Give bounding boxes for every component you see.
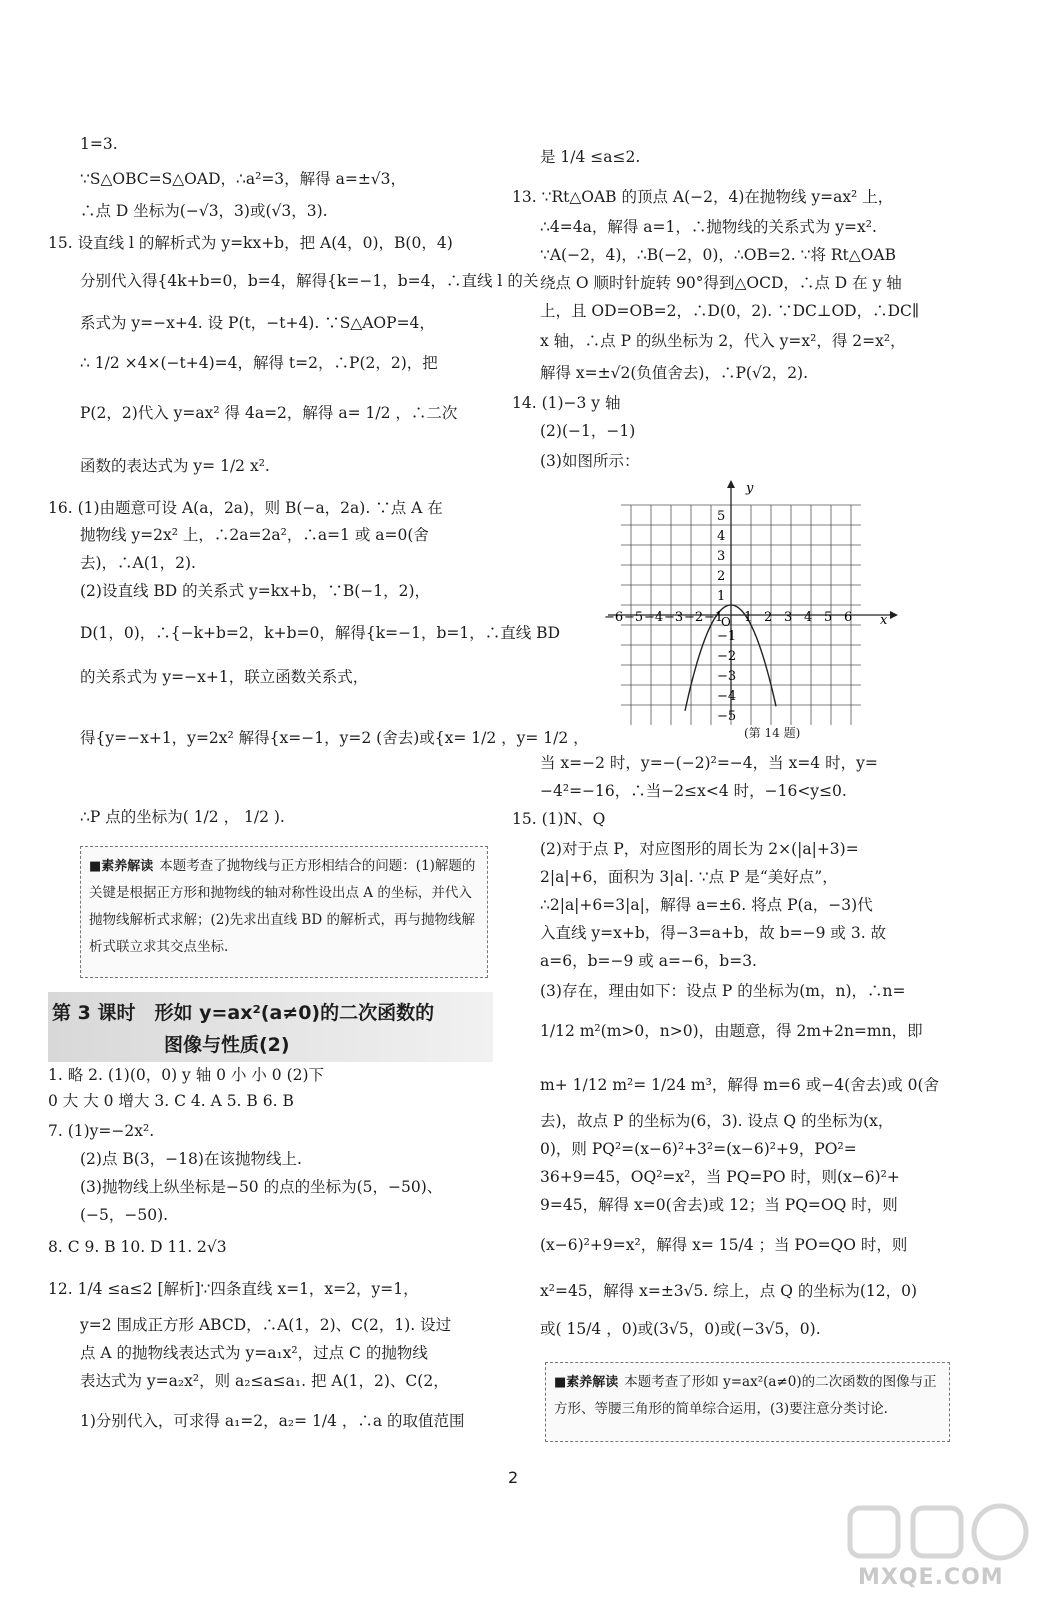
text-line: ∵A(−2，4)，∴B(−2，0)，∴OB=2. ∵将 Rt△OAB xyxy=(540,246,896,264)
text-line: (−5，−50). xyxy=(80,1206,169,1224)
text-line: ∴2|a|+6=3|a|，解得 a=±6. 将点 P(a，−3)代 xyxy=(540,896,873,914)
text-line: 1)分别代入，可求得 a₁=2，a₂= 1/4 ，∴a 的取值范围 xyxy=(80,1412,465,1430)
x-tick-label: −5 xyxy=(624,610,644,625)
box-tag: ■素养解读 xyxy=(89,859,154,874)
text-line: 去)，故点 P 的坐标为(6，3). 设点 Q 的坐标为(x， xyxy=(540,1112,894,1130)
text-line: 解得 x=±√2(负值舍去)，∴P(√2，2). xyxy=(540,364,809,382)
box-tag: ■素养解读 xyxy=(554,1375,619,1390)
lesson-title-line2: 图像与性质(2) xyxy=(164,1034,290,1056)
y-tick-label: 2 xyxy=(717,569,726,584)
text-line: ∵S△OBC=S△OAD，∴a²=3，解得 a=±√3， xyxy=(80,170,407,188)
y-tick-label: 5 xyxy=(717,509,726,524)
text-line: (3)存在，理由如下：设点 P 的坐标为(m，n)，∴n= xyxy=(540,982,906,1000)
text-line: 9=45，解得 x=0(舍去)或 12；当 PQ=OQ 时，则 xyxy=(540,1196,898,1214)
x-tick-label: 3 xyxy=(784,610,793,625)
text-line: 的关系式为 y=−x+1，联立函数关系式， xyxy=(80,668,369,686)
text-line: 绕点 O 顺时针旋转 90°得到△OCD，∴点 D 在 y 轴 xyxy=(540,274,902,292)
page-number: 2 xyxy=(508,1468,519,1487)
text-line: 去)，∴A(1，2). xyxy=(80,554,196,572)
x-tick-label: 6 xyxy=(844,610,853,625)
text-line: 13. ∵Rt△OAB 的顶点 A(−2，4)在抛物线 y=ax² 上， xyxy=(512,188,894,206)
y-axis-label: y xyxy=(746,481,754,496)
text-line: 1. 略 2. (1)(0，0) y 轴 0 小 小 0 (2)下 xyxy=(48,1066,325,1084)
text-line: 1=3. xyxy=(80,135,118,153)
x-tick-label: −1 xyxy=(704,610,724,625)
text-line: (2)设直线 BD 的关系式 y=kx+b，∵B(−1，2)， xyxy=(80,582,431,600)
y-tick-label: −4 xyxy=(717,689,737,704)
text-line: y=2 围成正方形 ABCD，∴A(1，2)、C(2，1). 设过 xyxy=(80,1316,452,1334)
text-line: 得{y=−x+1，y=2x² 解得{x=−1，y=2 (舍去)或{x= 1/2 ，y= 1/2 ， xyxy=(80,729,589,747)
y-tick-label: −2 xyxy=(717,649,737,664)
text-line: 7. (1)y=−2x². xyxy=(48,1122,155,1140)
figure-caption: (第 14 题) xyxy=(744,726,801,740)
y-tick-label: 1 xyxy=(717,589,726,604)
y-tick-label: −3 xyxy=(717,669,737,684)
box-text: 本题考查了抛物线与正方形相结合的问题：(1)解题的关键是根据正方形和抛物线的轴对称性设出点 A 的坐标，并代入抛物线解析式求解；(2)先求出直线 BD 的解析式，再与抛物线解析式联立求其交点坐标. xyxy=(89,858,476,955)
x-tick-label: 4 xyxy=(804,610,813,625)
lesson-title-line1: 第 3 课时 形如 y=ax²(a≠0)的二次函数的 xyxy=(52,1002,435,1024)
origin-label: O xyxy=(721,615,731,629)
x-tick-label: 5 xyxy=(824,610,833,625)
text-line: 系式为 y=−x+4. 设 P(t，−t+4). ∵S△AOP=4， xyxy=(80,314,435,332)
text-line: ∴P 点的坐标为( 1/2 ， 1/2 ). xyxy=(80,808,285,826)
text-line: ∴4=4a，解得 a=1，∴抛物线的关系式为 y=x². xyxy=(540,218,877,236)
text-line: 或( 15/4 ，0)或(3√5，0)或(−3√5，0). xyxy=(540,1320,821,1338)
text-line: ∴点 D 坐标为(−√3，3)或(√3，3). xyxy=(80,202,328,220)
text-line: 12. 1/4 ≤a≤2 [解析]∵四条直线 x=1，x=2，y=1， xyxy=(48,1280,419,1298)
y-tick-label: 4 xyxy=(717,529,726,544)
text-line: ∴ 1/2 ×4×(−t+4)=4，解得 t=2，∴P(2，2)，把 xyxy=(80,354,438,372)
text-line: 16. (1)由题意可设 A(a，2a)，则 B(−a，2a). ∵点 A 在 xyxy=(48,499,443,517)
text-line: 入直线 y=x+b，得−3=a+b，故 b=−9 或 3. 故 xyxy=(540,924,887,942)
text-line: 0 大 大 0 增大 3. C 4. A 5. B 6. B xyxy=(48,1092,294,1110)
analysis-box-1 xyxy=(80,846,488,978)
x-tick-label: −3 xyxy=(664,610,684,625)
x-axis-label: x xyxy=(880,613,888,628)
text-line: m+ 1/12 m²= 1/24 m³，解得 m=6 或−4(舍去)或 0(舍 xyxy=(540,1076,939,1094)
text-line: 15. (1)N、Q xyxy=(512,810,606,828)
text-line: 15. 设直线 l 的解析式为 y=kx+b，把 A(4，0)，B(0，4) xyxy=(48,234,453,252)
text-line: a=6，b=−9 或 a=−6，b=3. xyxy=(540,952,757,970)
y-tick-label: 3 xyxy=(717,549,726,564)
text-line: 8. C 9. B 10. D 11. 2√3 xyxy=(48,1238,227,1256)
axes xyxy=(608,480,898,718)
y-tick-label: −1 xyxy=(717,629,737,644)
x-tick-label: 1 xyxy=(744,610,753,625)
text-line: −4²=−16，∴当−2≤x<4 时，−16<y≤0. xyxy=(540,782,847,800)
x-tick-label: −4 xyxy=(644,610,664,625)
text-line: (x−6)²+9=x²，解得 x= 15/4 ；当 PO=QO 时，则 xyxy=(540,1236,908,1254)
text-line: 14. (1)−3 y 轴 xyxy=(512,394,621,412)
analysis-box-2 xyxy=(545,1362,950,1442)
y-tick-label: −5 xyxy=(717,709,737,724)
text-line: x²=45，解得 x=±3√5. 综上，点 Q 的坐标为(12，0) xyxy=(540,1282,918,1300)
text-line: (3)抛物线上纵坐标是−50 的点的坐标为(5，−50)、 xyxy=(80,1178,443,1196)
watermark-url: MXQE.COM xyxy=(858,1565,1004,1590)
text-line: 36+9=45，OQ²=x²，当 PQ=PO 时，则(x−6)²+ xyxy=(540,1168,900,1186)
x-tick-label: −2 xyxy=(684,610,704,625)
text-line: 0)，则 PQ²=(x−6)²+3²=(x−6)²+9，PO²= xyxy=(540,1140,857,1158)
text-line: (2)点 B(3，−18)在该抛物线上. xyxy=(80,1150,302,1168)
text-line: 2|a|+6，面积为 3|a|. ∵点 P 是“美好点”， xyxy=(540,868,838,886)
parabola-graph xyxy=(600,478,900,728)
lesson-heading xyxy=(48,992,493,1062)
text-line: (2)(−1，−1) xyxy=(540,422,636,440)
box-text: 本题考查了形如 y=ax²(a≠0)的二次函数的图像与正方形、等腰三角形的简单综合运用，(3)要注意分类讨论. xyxy=(554,1374,937,1417)
text-line: 是 1/4 ≤a≤2. xyxy=(540,148,641,166)
text-line: 抛物线 y=2x² 上，∴2a=2a²，∴a=1 或 a=0(舍 xyxy=(80,526,429,544)
x-tick-label: −6 xyxy=(604,610,624,625)
text-line: 1/12 m²(m>0，n>0)，由题意，得 2m+2n=mn，即 xyxy=(540,1022,923,1040)
text-line: 分别代入得{4k+b=0，b=4，解得{k=−1，b=4，∴直线 l 的关 xyxy=(80,272,539,290)
text-line: (2)对于点 P，对应图形的周长为 2×(|a|+3)= xyxy=(540,840,859,858)
text-line: D(1，0)，∴{−k+b=2，k+b=0，解得{k=−1，b=1，∴直线 BD xyxy=(80,624,561,642)
text-line: x 轴，∴点 P 的纵坐标为 2，代入 y=x²，得 2=x²， xyxy=(540,332,906,350)
text-line: 函数的表达式为 y= 1/2 x². xyxy=(80,457,270,475)
text-line: 点 A 的抛物线表达式为 y=a₁x²，过点 C 的抛物线 xyxy=(80,1344,428,1362)
text-line: (3)如图所示： xyxy=(540,452,640,470)
text-line: 上，且 OD=OB=2，∴D(0，2). ∵DC⊥OD，∴DC∥ xyxy=(540,302,920,320)
text-line: P(2，2)代入 y=ax² 得 4a=2，解得 a= 1/2 ，∴二次 xyxy=(80,404,458,422)
text-line: 表达式为 y=a₂x²，则 a₂≤a≤a₁. 把 A(1，2)、C(2， xyxy=(80,1372,449,1390)
x-tick-label: 2 xyxy=(764,610,773,625)
text-line: 当 x=−2 时，y=−(−2)²=−4，当 x=4 时，y= xyxy=(540,754,878,772)
